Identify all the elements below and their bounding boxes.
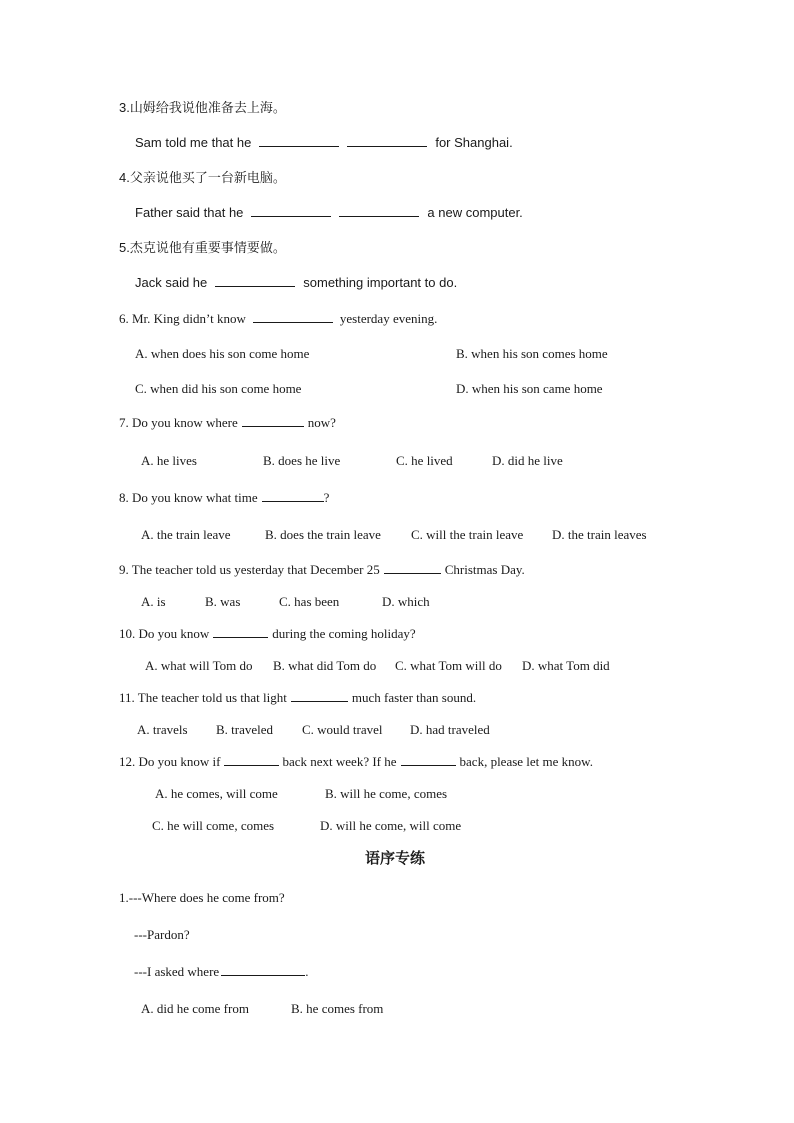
question-11-prompt [119,689,476,707]
sentence-text: Father said that he [135,205,244,220]
section-question-1-option-a[interactable]: A. did he come from [141,1001,249,1016]
question-6-prompt [119,310,437,328]
section-heading: 语序专练 [365,849,426,867]
answer-blank[interactable] [221,963,305,976]
question-8-option-d[interactable]: D. the train leaves [552,527,647,542]
question-7-option-a[interactable]: A. he lives [141,453,197,468]
answer-blank[interactable] [339,204,419,217]
question-9-prompt [119,561,525,579]
section-question-1-option-b[interactable]: B. he comes from [291,1001,384,1016]
question-3-prompt: 3.山姆给我说他准备去上海。 [119,100,286,115]
prompt-text: 6. Mr. King didn’t know [119,311,246,326]
prompt-text: 12. Do you know if [119,754,221,769]
question-12-prompt [119,753,593,771]
prompt-text: Christmas Day. [444,562,525,577]
question-9-option-d[interactable]: D. which [382,594,430,609]
prompt-text: 9. The teacher told us yesterday that December 25 [119,562,380,577]
answer-blank[interactable] [259,134,339,147]
question-6-option-a[interactable]: A. when does his son come home [135,346,310,361]
answer-blank[interactable] [213,625,268,638]
question-11-option-d[interactable]: D. had traveled [410,722,490,737]
prompt-text: back, please let me know. [459,754,593,769]
answer-blank[interactable] [347,134,427,147]
question-6-option-d[interactable]: D. when his son came home [456,381,603,396]
answer-blank[interactable] [384,561,441,574]
prompt-text: now? [307,415,336,430]
question-4-prompt: 4.父亲说他买了一台新电脑。 [119,170,286,185]
question-6-option-b[interactable]: B. when his son comes home [456,346,608,361]
sentence-text: Jack said he [135,275,208,290]
question-7-option-d[interactable]: D. did he live [492,453,563,468]
question-9-option-a[interactable]: A. is [141,594,166,609]
prompt-text: 10. Do you know [119,626,210,641]
question-6-option-c[interactable]: C. when did his son come home [135,381,302,396]
question-3-sentence [135,134,513,152]
answer-blank[interactable] [253,310,333,323]
prompt-text: back next week? If he [282,754,397,769]
question-7-prompt [119,414,336,432]
answer-blank[interactable] [242,414,304,427]
answer-blank[interactable] [224,753,279,766]
question-8-prompt [119,489,329,507]
answer-blank[interactable] [251,204,331,217]
question-7-option-b[interactable]: B. does he live [263,453,341,468]
question-8-option-a[interactable]: A. the train leave [141,527,231,542]
question-9-option-c[interactable]: C. has been [279,594,340,609]
answer-blank[interactable] [291,689,348,702]
question-11-option-c[interactable]: C. would travel [302,722,383,737]
prompt-text: ? [323,490,330,505]
section-question-1-line-2: ---Pardon? [134,927,190,942]
question-11-option-a[interactable]: A. travels [137,722,188,737]
answer-blank[interactable] [262,489,324,502]
question-5-prompt: 5.杰克说他有重要事情要做。 [119,240,286,255]
prompt-text: during the coming holiday? [272,626,416,641]
sentence-text: something important to do. [303,275,458,290]
prompt-text: . [305,964,309,979]
sentence-text: Sam told me that he [135,135,252,150]
answer-blank[interactable] [215,274,295,287]
sentence-text: a new computer. [427,205,523,220]
question-12-option-a[interactable]: A. he comes, will come [155,786,278,801]
question-10-option-c[interactable]: C. what Tom will do [395,658,502,673]
answer-blank[interactable] [401,753,456,766]
question-12-option-d[interactable]: D. will he come, will come [320,818,462,833]
question-10-option-b[interactable]: B. what did Tom do [273,658,377,673]
question-12-option-c[interactable]: C. he will come, comes [152,818,275,833]
prompt-text: much faster than sound. [351,690,477,705]
question-10-prompt [119,625,416,643]
question-12-option-b[interactable]: B. will he come, comes [325,786,448,801]
question-7-option-c[interactable]: C. he lived [396,453,453,468]
question-8-option-b[interactable]: B. does the train leave [265,527,381,542]
question-8-option-c[interactable]: C. will the train leave [411,527,524,542]
question-4-sentence [135,204,523,222]
question-9-option-b[interactable]: B. was [205,594,241,609]
question-10-option-d[interactable]: D. what Tom did [522,658,610,673]
section-question-1-line-3 [134,963,308,981]
prompt-text: 8. Do you know what time [119,490,258,505]
prompt-text: 7. Do you know where [119,415,238,430]
prompt-text: ---I asked where [134,964,220,979]
question-5-sentence [135,274,457,292]
prompt-text: yesterday evening. [339,311,438,326]
question-10-option-a[interactable]: A. what will Tom do [145,658,253,673]
section-question-1-line-1: 1.---Where does he come from? [119,890,285,905]
question-11-option-b[interactable]: B. traveled [216,722,274,737]
sentence-text: for Shanghai. [435,135,513,150]
prompt-text: 11. The teacher told us that light [119,690,287,705]
